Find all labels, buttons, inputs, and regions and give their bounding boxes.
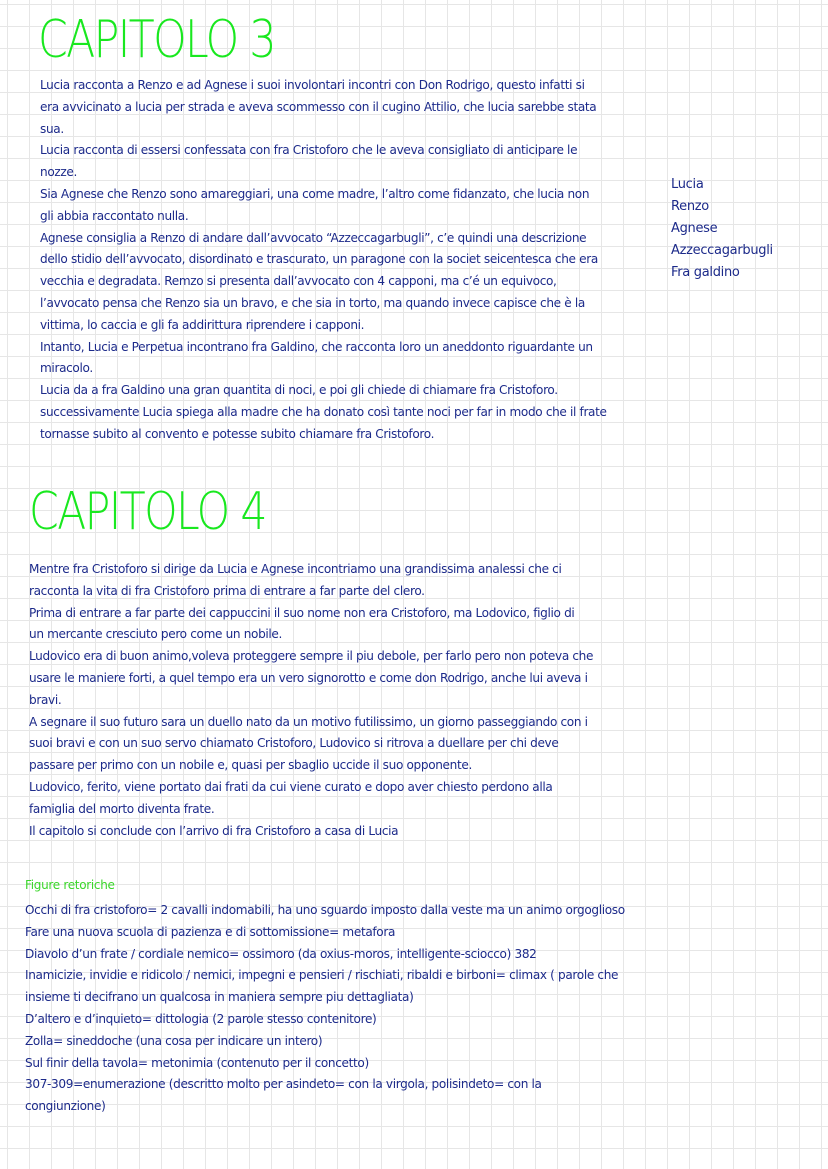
text-line: dello stidio dell’avvocato, disordinato e trascurato, un paragone con la societ seicentesca che era (40, 252, 598, 267)
text-line: Il capitolo si conclude con l’arrivo di fra Cristoforo a casa di Lucia (29, 823, 399, 838)
text-line: Lucia da a fra Galdino una gran quantita di noci, e poi gli chiede di chiamare fra Cristoforo. (40, 383, 558, 398)
text-line: nozze. (40, 165, 77, 180)
chapter-3-title: CAPITOLO 3 (38, 10, 275, 70)
character-list (671, 174, 773, 284)
text-line: l’avvocato pensa che Renzo sia un bravo, e che sia in torto, ma quando invece capisce che è la (40, 295, 585, 310)
text-line: racconta la vita di fra Cristoforo prima di entrare a far parte del clero. (29, 583, 425, 598)
text-line: Lucia racconta a Renzo e ad Agnese i suoi involontari incontri con Don Rodrigo, questo infatti si (40, 78, 585, 92)
figure-item: Fare una nuova scuola di pazienza e di sottomissione= metafora (25, 924, 396, 939)
text-line: A segnare il suo futuro sara un duello nato da un motivo futilissimo, un giorno passeggiando con i (29, 714, 588, 729)
text-line: Lucia racconta di essersi confessata con fra Cristoforo che le aveva consigliato di anticipare le (40, 143, 578, 158)
chapter-4-text (29, 559, 593, 842)
text-line: Ludovico, ferito, viene portato dai frati da cui viene curato e dopo aver chiesto perdono alla (29, 779, 553, 794)
text-line: gli abbia raccontato nulla. (40, 208, 189, 223)
figure-item: Diavolo d’un frate / cordiale nemico= ossimoro (da oxius-moros, intelligente-sciocco) 382 (25, 946, 537, 961)
character-name: Lucia (671, 177, 704, 192)
text-line: Ludovico era di buon animo,voleva proteggere sempre il piu debole, per farlo pero non poteva che (29, 649, 594, 664)
text-line: Sia Agnese che Renzo sono amareggiari, una come madre, l’altro come fidanzato, che lucia non (40, 186, 590, 201)
text-line: suoi bravi e con un suo servo chiamato Cristoforo, Ludovico si ritrova a duellare per chi deve (29, 736, 559, 751)
figure-item: insieme ti decifrano un qualcosa in maniera sempre piu dettagliata) (25, 990, 414, 1005)
character-name: Azzeccagarbugli (671, 243, 773, 258)
text-line: Intanto, Lucia e Perpetua incontrano fra Galdino, che racconta loro un aneddonto riguardante un (40, 339, 593, 354)
text-line: famiglia del morto diventa frate. (29, 801, 215, 816)
text-line: usare le maniere forti, a quel tempo era un vero signorotto e come don Rodrigo, anche lui aveva i (29, 670, 588, 685)
text-line: bravi. (29, 692, 62, 707)
text-line: passare per primo con un nobile e, quasi per sbaglio uccide il suo opponente. (29, 758, 472, 773)
text-line: Mentre fra Cristoforo si dirige da Lucia e Agnese incontriamo una grandissima analessi che ci (29, 562, 562, 576)
text-line: vecchia e degradata. Remzo si presenta dall’avvocato con 4 capponi, ma c’é un equivoco, (40, 274, 557, 289)
character-name: Fra galdino (671, 265, 740, 280)
text-line: vittima, lo caccia e gli fa addirittura riprendere i capponi. (40, 317, 365, 332)
character-name: Agnese (671, 221, 718, 236)
figure-item: Zolla= sineddoche (una cosa per indicare un intero) (25, 1033, 323, 1048)
text-line: successivamente Lucia spiega alla madre che ha donato così tante noci per far in modo che il frate (40, 404, 607, 419)
figure-item: congiunzione) (25, 1099, 106, 1114)
figures-heading: Figure retoriche (25, 878, 115, 892)
figure-item: Sul finir della tavola= metonimia (contenuto per il concetto) (25, 1055, 369, 1070)
text-line: miracolo. (40, 361, 93, 376)
chapter-4-title: CAPITOLO 4 (29, 482, 266, 542)
text-line: Agnese consiglia a Renzo di andare dall’avvocato “Azzeccagarbugli”, c’e quindi una descrizione (40, 230, 587, 245)
text-line: tornasse subito al convento e potesse subito chiamare fra Cristoforo. (40, 426, 435, 441)
figure-item: D’altero e d’inquieto= dittologia (2 parole stesso contenitore) (25, 1011, 377, 1026)
text-line: era avvicinato a lucia per strada e aveva scommesso con il cugino Attilio, che lucia sarebbe stata (40, 99, 597, 114)
text-line: un mercante cresciuto pero come un nobile. (29, 627, 283, 642)
figure-item: 307-309=enumerazione (descritto molto per asindeto= con la virgola, polisindeto= con la (25, 1077, 542, 1092)
figure-item: Inamicizie, invidie e ridicolo / nemici, impegni e pensieri / rischiati, ribaldi e birboni= climax ( parole che (25, 968, 619, 983)
text-line: Prima di entrare a far parte dei cappuccini il suo nome non era Cristoforo, ma Lodovico, figlio di (29, 605, 575, 620)
chapter-3-text (40, 75, 607, 446)
text-line: sua. (40, 121, 64, 136)
figures-list (25, 900, 625, 1118)
character-name: Renzo (671, 199, 709, 214)
figure-item: Occhi di fra cristoforo= 2 cavalli indomabili, ha uno sguardo imposto dalla veste ma un animo orgoglioso (25, 903, 625, 917)
